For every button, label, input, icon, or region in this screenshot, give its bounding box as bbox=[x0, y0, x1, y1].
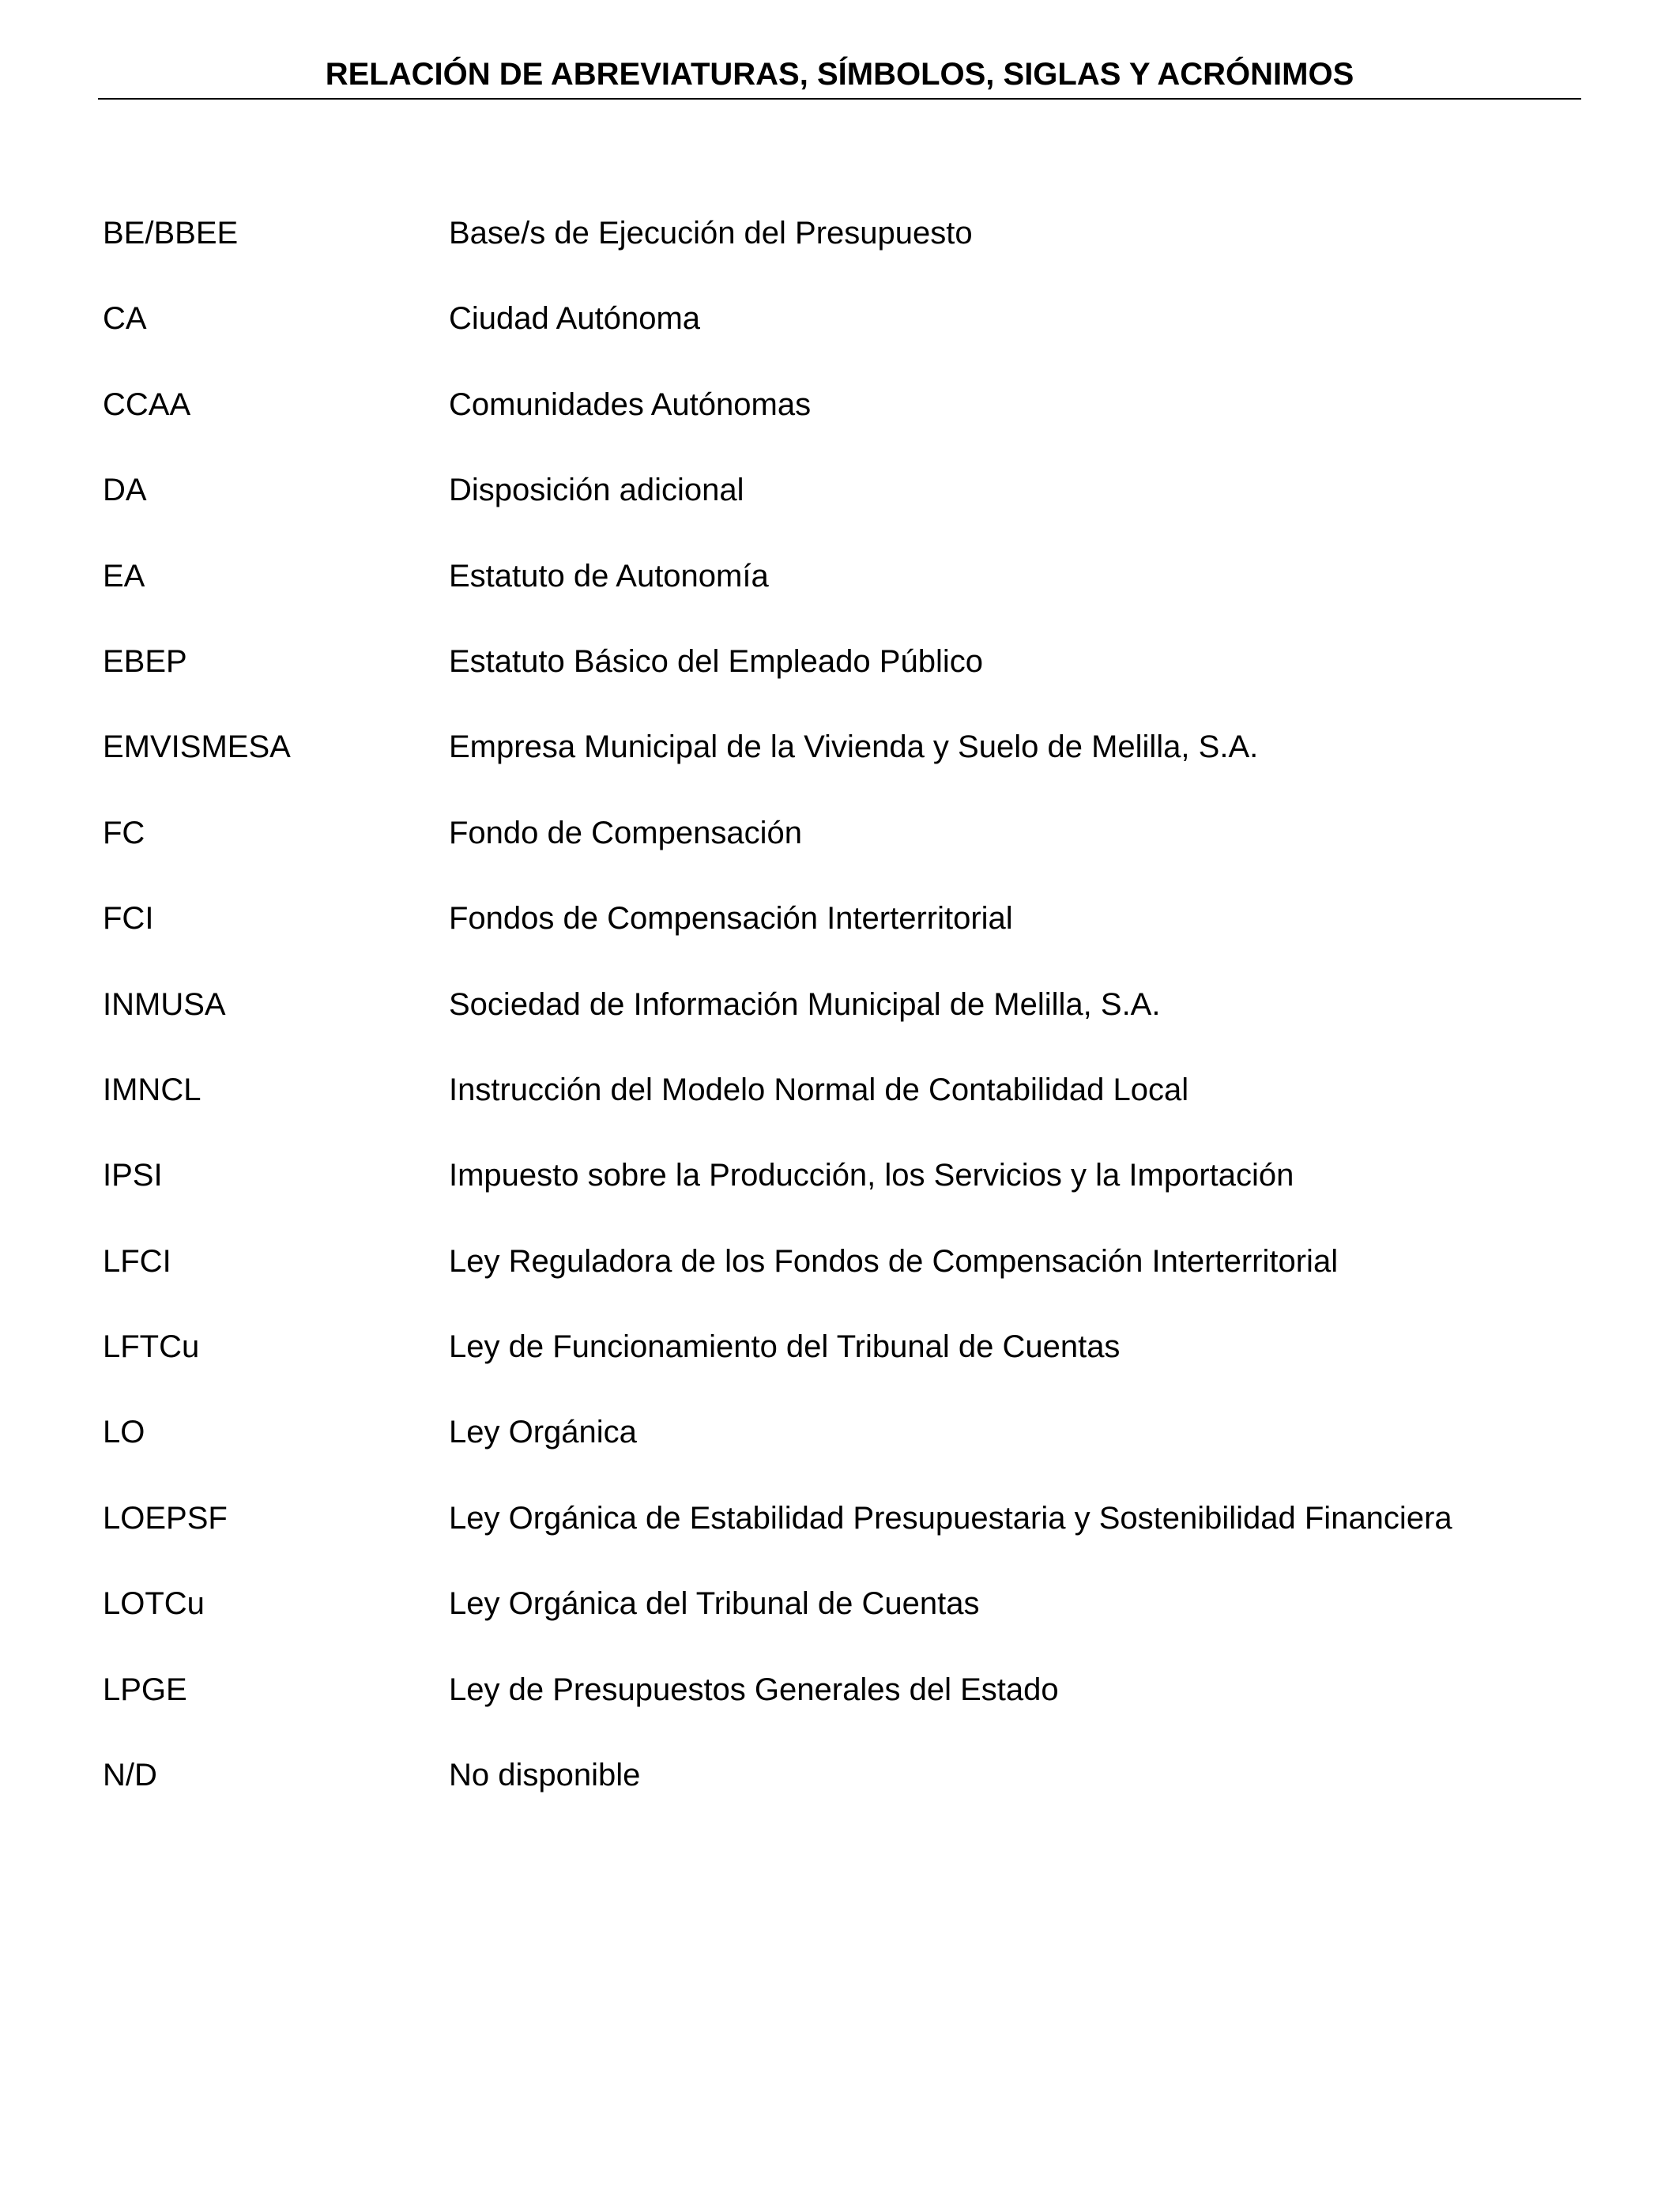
list-item bbox=[103, 557, 1604, 643]
abbreviation: INMUSA bbox=[103, 986, 226, 1022]
abbreviation: LFTCu bbox=[103, 1329, 200, 1365]
list-item bbox=[103, 986, 1604, 1071]
list-item bbox=[103, 1756, 1604, 1842]
definition: Estatuto Básico del Empleado Público bbox=[449, 643, 983, 679]
definition: Fondos de Compensación Interterritorial bbox=[449, 901, 1013, 937]
abbreviation-list bbox=[103, 214, 1604, 1842]
list-item bbox=[103, 214, 1604, 300]
abbreviation: LOTCu bbox=[103, 1586, 205, 1622]
definition: Empresa Municipal de la Vivienda y Suelo de Melilla, S.A. bbox=[449, 729, 1259, 765]
list-item bbox=[103, 1156, 1604, 1242]
list-item bbox=[103, 1413, 1604, 1498]
abbreviation: LFCI bbox=[103, 1243, 171, 1279]
definition: Ley Reguladora de los Fondos de Compensación Interterritorial bbox=[449, 1243, 1339, 1279]
definition: Ley de Presupuestos Generales del Estado bbox=[449, 1672, 1059, 1707]
abbreviation: LPGE bbox=[103, 1672, 187, 1707]
definition: Instrucción del Modelo Normal de Contabilidad Local bbox=[449, 1072, 1189, 1107]
list-item bbox=[103, 1499, 1604, 1585]
abbreviation: FC bbox=[103, 815, 145, 850]
list-item bbox=[103, 1242, 1604, 1328]
definition: Sociedad de Información Municipal de Melilla, S.A. bbox=[449, 986, 1161, 1022]
abbreviation: EMVISMESA bbox=[103, 729, 291, 765]
list-item bbox=[103, 471, 1604, 556]
definition: Ciudad Autónoma bbox=[449, 301, 701, 337]
abbreviation: IPSI bbox=[103, 1158, 163, 1193]
abbreviation: CA bbox=[103, 301, 147, 337]
list-item bbox=[103, 1328, 1604, 1413]
list-item bbox=[103, 814, 1604, 899]
definition: Ley Orgánica de Estabilidad Presupuestaria y Sostenibilidad Financiera bbox=[449, 1500, 1452, 1536]
list-item bbox=[103, 643, 1604, 728]
list-item bbox=[103, 300, 1604, 385]
definition: No disponible bbox=[449, 1758, 641, 1793]
list-item bbox=[103, 899, 1604, 985]
definition: Comunidades Autónomas bbox=[449, 386, 812, 422]
definition: Impuesto sobre la Producción, los Servicios y la Importación bbox=[449, 1158, 1294, 1193]
list-item bbox=[103, 1071, 1604, 1156]
definition: Disposición adicional bbox=[449, 473, 744, 508]
abbreviation: DA bbox=[103, 473, 147, 508]
definition: Ley de Funcionamiento del Tribunal de Cuentas bbox=[449, 1329, 1121, 1365]
abbreviation: FCI bbox=[103, 901, 154, 937]
abbreviation: CCAA bbox=[103, 386, 191, 422]
definition: Ley Orgánica bbox=[449, 1415, 637, 1450]
abbreviation: LOEPSF bbox=[103, 1500, 228, 1536]
list-item bbox=[103, 1585, 1604, 1670]
abbreviation: EBEP bbox=[103, 643, 187, 679]
title-divider bbox=[98, 98, 1581, 100]
list-item bbox=[103, 728, 1604, 813]
definition: Base/s de Ejecución del Presupuesto bbox=[449, 216, 973, 251]
abbreviation: IMNCL bbox=[103, 1072, 202, 1107]
abbreviation: BE/BBEE bbox=[103, 216, 239, 251]
abbreviation: LO bbox=[103, 1415, 145, 1450]
page-title: RELACIÓN DE ABREVIATURAS, SÍMBOLOS, SIGLAS Y ACRÓNIMOS bbox=[325, 57, 1354, 92]
definition: Fondo de Compensación bbox=[449, 815, 802, 850]
abbreviation: N/D bbox=[103, 1758, 157, 1793]
definition: Estatuto de Autonomía bbox=[449, 558, 769, 594]
definition: Ley Orgánica del Tribunal de Cuentas bbox=[449, 1586, 980, 1622]
list-item bbox=[103, 1671, 1604, 1756]
list-item bbox=[103, 386, 1604, 471]
abbreviation: EA bbox=[103, 558, 145, 594]
